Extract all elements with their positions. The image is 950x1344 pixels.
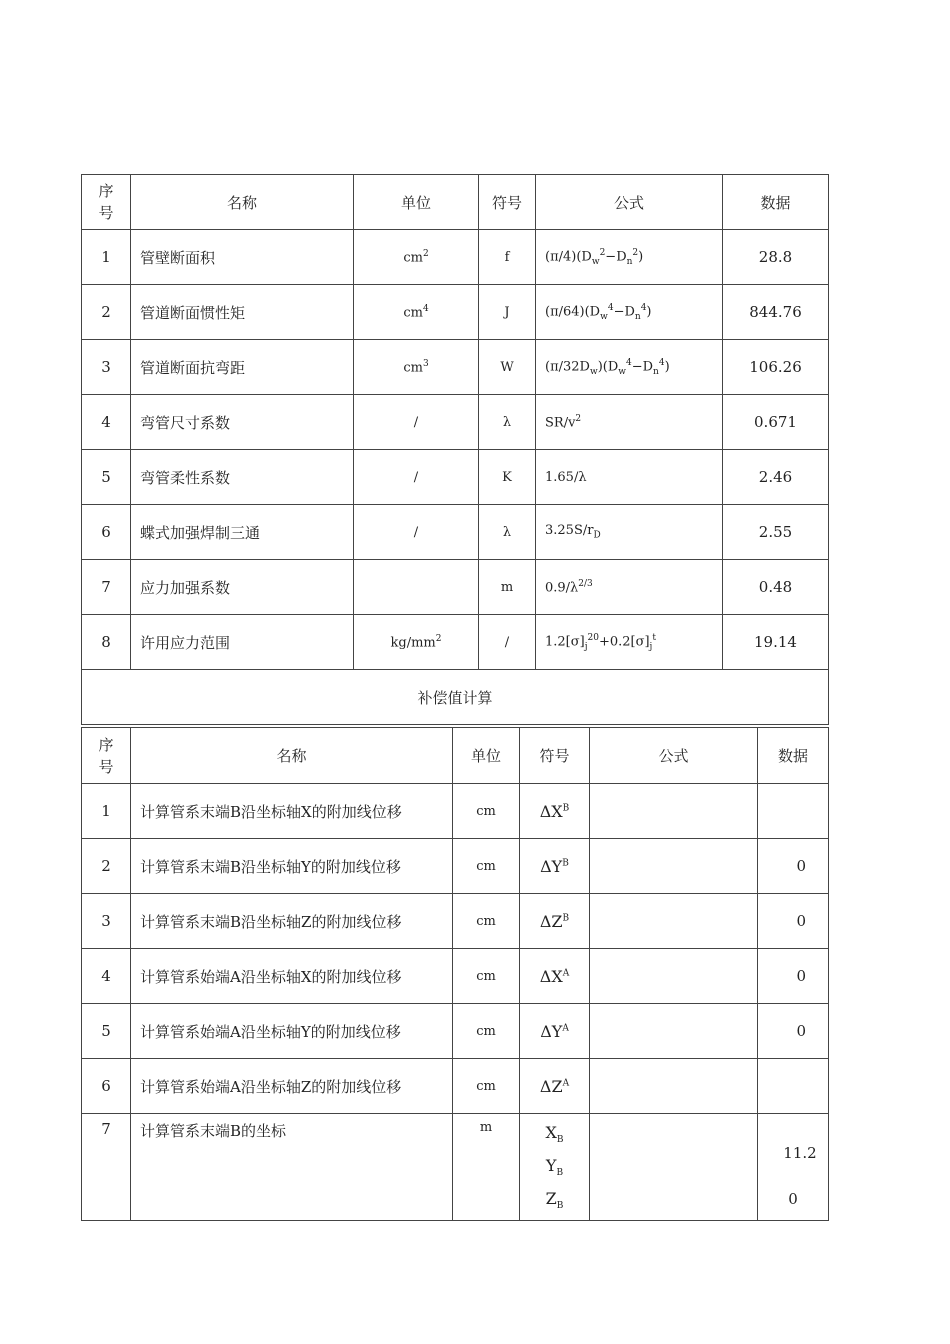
table-row (82, 450, 829, 505)
row-value: 0 (758, 839, 829, 894)
header-symbol: 符号 (520, 728, 590, 784)
row-seq: 7 (82, 1114, 131, 1221)
row-seq: 2 (82, 285, 131, 340)
table-row (82, 230, 829, 285)
row-symbol: / (479, 615, 536, 670)
compensation-table (81, 727, 829, 1221)
row-seq: 8 (82, 615, 131, 670)
row-formula (590, 949, 758, 1004)
row-seq: 5 (82, 450, 131, 505)
table-header-row (82, 175, 829, 230)
row-formula: $(\pi/32D_w)(D_w^4-D_n^4)$ (536, 340, 723, 395)
table-row (82, 505, 829, 560)
row-symbol: $\Delta Y^A$ (520, 1004, 590, 1059)
row-symbol: K (479, 450, 536, 505)
row-symbol: $X_B$ $Y_B$ $Z_B$ (520, 1114, 590, 1221)
row-unit: $cm^3$ (354, 340, 479, 395)
row-formula: 1.65/λ (536, 450, 723, 505)
row-seq: 2 (82, 839, 131, 894)
header-seq: 序 号 (82, 175, 131, 230)
header-unit: 单位 (453, 728, 520, 784)
row-unit: cm (453, 839, 520, 894)
row-name: 计算管系末端B沿坐标轴Z的附加线位移 (131, 894, 453, 949)
row-unit: cm (453, 894, 520, 949)
row-value: 28.8 (723, 230, 829, 285)
table-row (82, 894, 829, 949)
row-name: 应力加强系数 (131, 560, 354, 615)
row-name: 许用应力范围 (131, 615, 354, 670)
row-unit: / (354, 450, 479, 505)
row-name: 计算管系末端B沿坐标轴X的附加线位移 (131, 784, 453, 839)
row-seq: 6 (82, 505, 131, 560)
row-name: 管道断面抗弯距 (131, 340, 354, 395)
row-value: 106.26 (723, 340, 829, 395)
row-value: 0 (758, 894, 829, 949)
row-name: 蝶式加强焊制三通 (131, 505, 354, 560)
row-seq: 5 (82, 1004, 131, 1059)
row-name: 计算管系始端A沿坐标轴Y的附加线位移 (131, 1004, 453, 1059)
header-seq: 序 号 (82, 728, 131, 784)
row-symbol: $\Delta Z^B$ (520, 894, 590, 949)
row-value (758, 1114, 829, 1221)
row-seq: 7 (82, 560, 131, 615)
row-symbol: m (479, 560, 536, 615)
row-formula: $SR/v^2$ (536, 395, 723, 450)
row-name: 计算管系末端B沿坐标轴Y的附加线位移 (131, 839, 453, 894)
section-row (82, 670, 829, 725)
row-formula: $(\pi/64)(D_w^4-D_n^4)$ (536, 285, 723, 340)
row-name: 计算管系末端B的坐标 (131, 1114, 453, 1221)
table-row (82, 340, 829, 395)
row-formula (590, 1004, 758, 1059)
header-formula: 公式 (536, 175, 723, 230)
row-name: 管壁断面积 (131, 230, 354, 285)
row-seq: 4 (82, 395, 131, 450)
properties-table (81, 174, 829, 725)
row-seq: 1 (82, 784, 131, 839)
row-value-line: 11.2 (783, 1143, 817, 1162)
row-symbol: $\Delta Z^A$ (520, 1059, 590, 1114)
row-value (758, 1059, 829, 1114)
row-symbol: λ (479, 395, 536, 450)
row-value: 0.48 (723, 560, 829, 615)
row-formula (590, 839, 758, 894)
row-value: 2.55 (723, 505, 829, 560)
header-formula: 公式 (590, 728, 758, 784)
header-unit: 单位 (354, 175, 479, 230)
table-row (82, 285, 829, 340)
row-formula: $1.2[\sigma]_j^{20}+0.2[\sigma]_j^t$ (536, 615, 723, 670)
table-row (82, 615, 829, 670)
row-unit: m (453, 1114, 520, 1221)
row-seq: 1 (82, 230, 131, 285)
header-name: 名称 (131, 728, 453, 784)
row-seq: 3 (82, 894, 131, 949)
row-value: 2.46 (723, 450, 829, 505)
row-unit: cm (453, 1059, 520, 1114)
row-unit (354, 560, 479, 615)
row-value: 0 (758, 949, 829, 1004)
row-formula (590, 1114, 758, 1221)
row-unit: $cm^2$ (354, 230, 479, 285)
row-formula: $3.25S/r_D$ (536, 505, 723, 560)
table-row (82, 949, 829, 1004)
row-value: 844.76 (723, 285, 829, 340)
row-name: 管道断面惯性矩 (131, 285, 354, 340)
row-unit: cm (453, 949, 520, 1004)
row-symbol: $\Delta Y^B$ (520, 839, 590, 894)
row-unit: $cm^4$ (354, 285, 479, 340)
row-unit: / (354, 505, 479, 560)
row-name: 弯管尺寸系数 (131, 395, 354, 450)
row-name: 计算管系始端A沿坐标轴Z的附加线位移 (131, 1059, 453, 1114)
row-name: 计算管系始端A沿坐标轴X的附加线位移 (131, 949, 453, 1004)
row-symbol: $\Delta X^A$ (520, 949, 590, 1004)
row-value: 0.671 (723, 395, 829, 450)
row-symbol: f (479, 230, 536, 285)
table-row (82, 1114, 829, 1221)
row-formula: $0.9/\lambda^{2/3}$ (536, 560, 723, 615)
table-row (82, 395, 829, 450)
header-value: 数据 (758, 728, 829, 784)
table-row (82, 560, 829, 615)
row-value-line: 0 (788, 1189, 798, 1208)
row-unit: / (354, 395, 479, 450)
row-formula (590, 784, 758, 839)
row-symbol: λ (479, 505, 536, 560)
row-symbol: J (479, 285, 536, 340)
row-formula (590, 1059, 758, 1114)
section-title: 补偿值计算 (82, 670, 829, 725)
row-formula: $(\pi/4)(D_w^2-D_n^2)$ (536, 230, 723, 285)
table-row (82, 1004, 829, 1059)
row-unit: $kg/mm^2$ (354, 615, 479, 670)
row-formula (590, 894, 758, 949)
row-value (758, 784, 829, 839)
table-row (82, 839, 829, 894)
row-seq: 6 (82, 1059, 131, 1114)
row-name: 弯管柔性系数 (131, 450, 354, 505)
row-symbol: W (479, 340, 536, 395)
row-seq: 3 (82, 340, 131, 395)
row-unit: cm (453, 784, 520, 839)
header-symbol: 符号 (479, 175, 536, 230)
table-row (82, 784, 829, 839)
row-seq: 4 (82, 949, 131, 1004)
row-value: 0 (758, 1004, 829, 1059)
table-row (82, 1059, 829, 1114)
row-value: 19.14 (723, 615, 829, 670)
row-unit: cm (453, 1004, 520, 1059)
header-name: 名称 (131, 175, 354, 230)
header-value: 数据 (723, 175, 829, 230)
table-header-row (82, 728, 829, 784)
row-symbol: $\Delta X^B$ (520, 784, 590, 839)
